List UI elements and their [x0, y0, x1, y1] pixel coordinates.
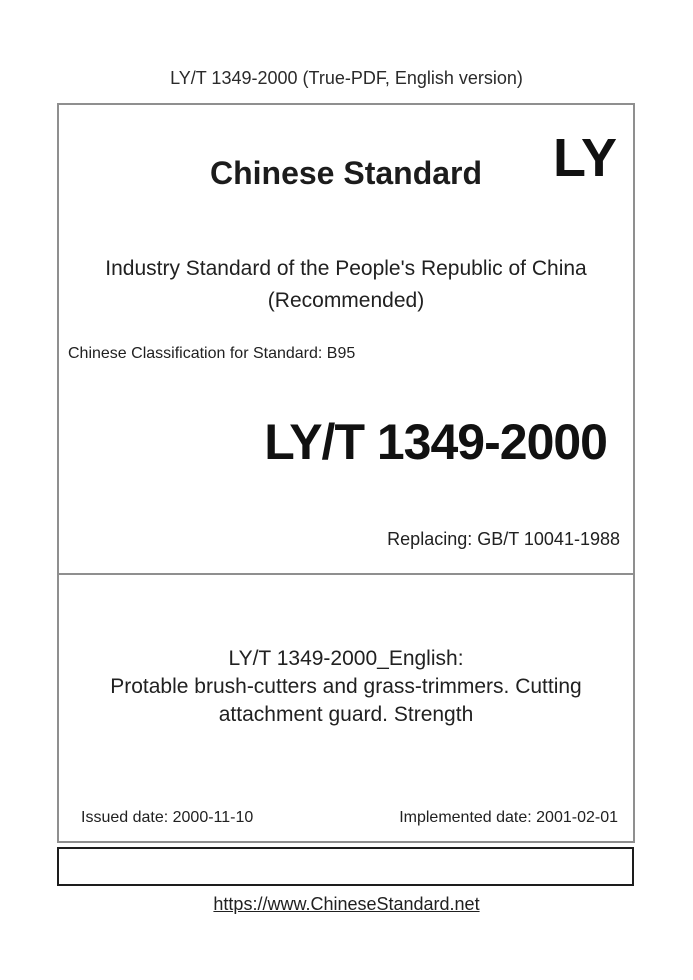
- footer: [0, 894, 693, 915]
- standard-type-line2: (Recommended): [267, 289, 425, 312]
- issued-date-label: Issued date: 2000-11-10: [81, 809, 254, 826]
- standard-type-line1: Industry Standard of the People's Republic of China: [105, 257, 587, 280]
- brand-title: Chinese Standard: [209, 155, 483, 191]
- footer-url-link[interactable]: https://www.ChineseStandard.net: [213, 894, 480, 914]
- replacing-label: Replacing: GB/T 10041-1988: [387, 529, 620, 549]
- standard-title-line2: Protable brush-cutters and grass-trimmers. Cutting: [110, 675, 582, 698]
- standard-type-block: [59, 253, 633, 317]
- empty-footer-box: [57, 847, 634, 886]
- cover-main-box: [57, 103, 635, 843]
- classification-label: Chinese Classification for Standard: B95: [68, 345, 356, 362]
- standard-title-block: [59, 645, 633, 729]
- standard-title-line1: LY/T 1349-2000_English:: [228, 647, 464, 670]
- implemented-date-label: Implemented date: 2001-02-01: [399, 809, 618, 826]
- standard-code: LY/T 1349-2000: [264, 414, 607, 470]
- standard-title-line3: attachment guard. Strength: [218, 703, 474, 726]
- document-header-label: LY/T 1349-2000 (True-PDF, English version): [170, 68, 523, 88]
- section-divider: [59, 573, 633, 575]
- standard-body-logo: LY: [552, 128, 617, 188]
